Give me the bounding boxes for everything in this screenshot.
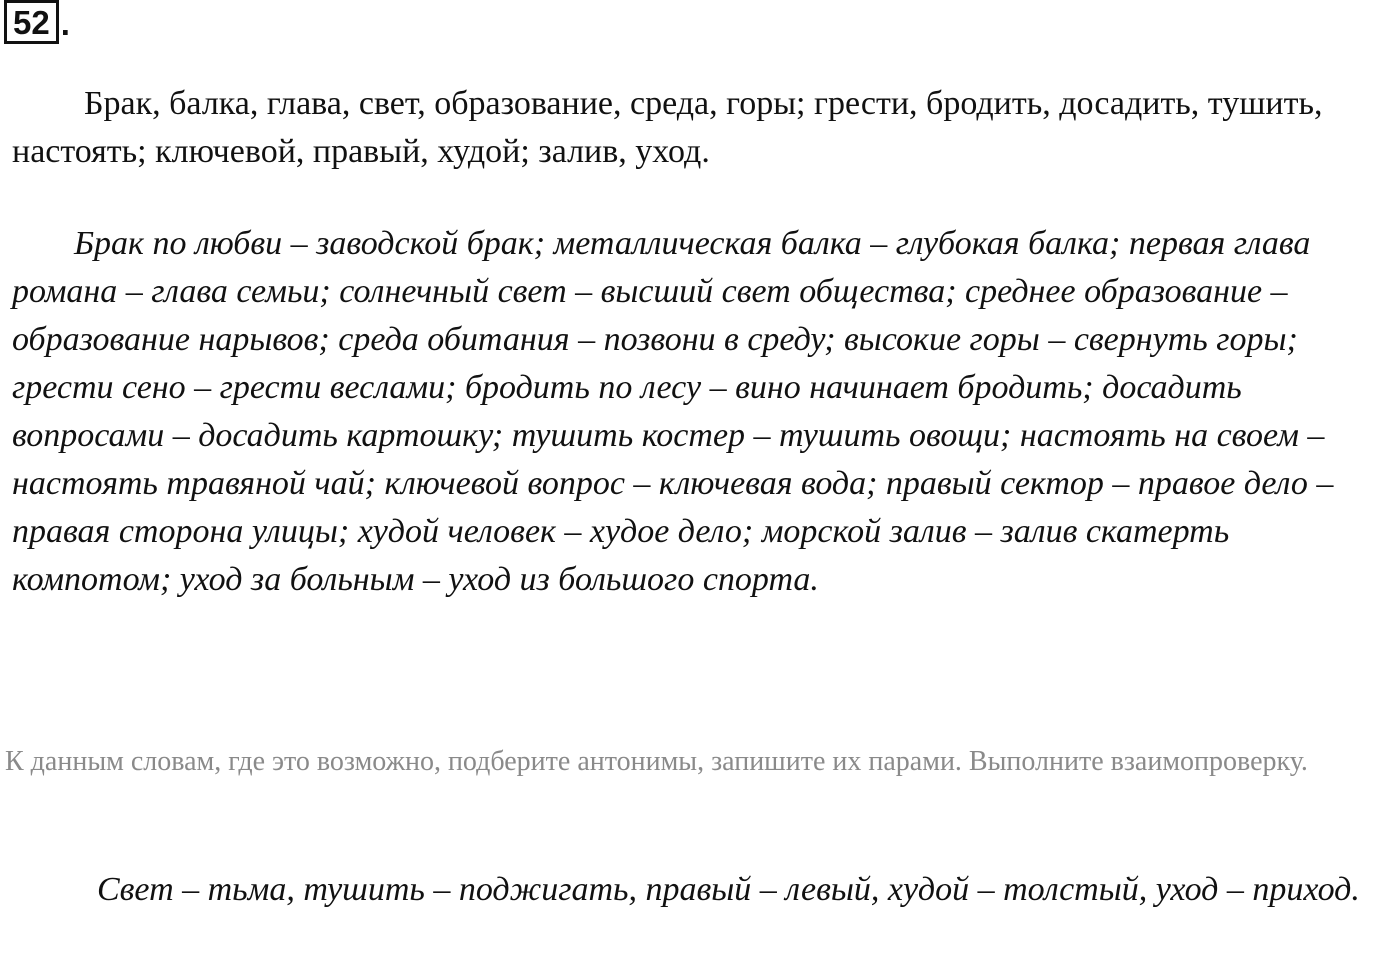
answer-paragraph: Свет – тьма, тушить – поджигать, правый – левый, худой – толстый, уход – приход.: [97, 871, 1360, 908]
task-number-dot: .: [60, 5, 70, 42]
phrases-paragraph: Брак по любви – заводской брак; металлическая балка – глубокая балка; первая глава романа – глава семьи; солнечный свет – высший свет общества; среднее образование – образование нарывов; среда обитания – позвони в среду; высокие горы – свернуть горы; грести сено – грести веслами; бродить по лесу – вино начинает бродить; досадить вопросами – досадить картошку; тушить костер – тушить овощи; настоять на своем – настоять травяной чай; ключевой вопрос – ключевая вода; правый сектор – правое дело – правая сторона улицы; худой человек – худое дело; морской залив – залив скатерть компотом; уход за больным – уход из большого спорта.: [12, 225, 1334, 598]
instruction-paragraph: К данным словам, где это возможно, подберите антонимы, запишите их парами. Выполните взаимопроверку.: [5, 746, 1308, 777]
task-number-box: 52: [4, 0, 59, 44]
word-list-paragraph: Брак, балка, глава, свет, образование, среда, горы; грести, бродить, досадить, тушить, настоять; ключевой, правый, худой; залив, уход.: [12, 85, 1323, 170]
task-number: [4, 6, 70, 44]
